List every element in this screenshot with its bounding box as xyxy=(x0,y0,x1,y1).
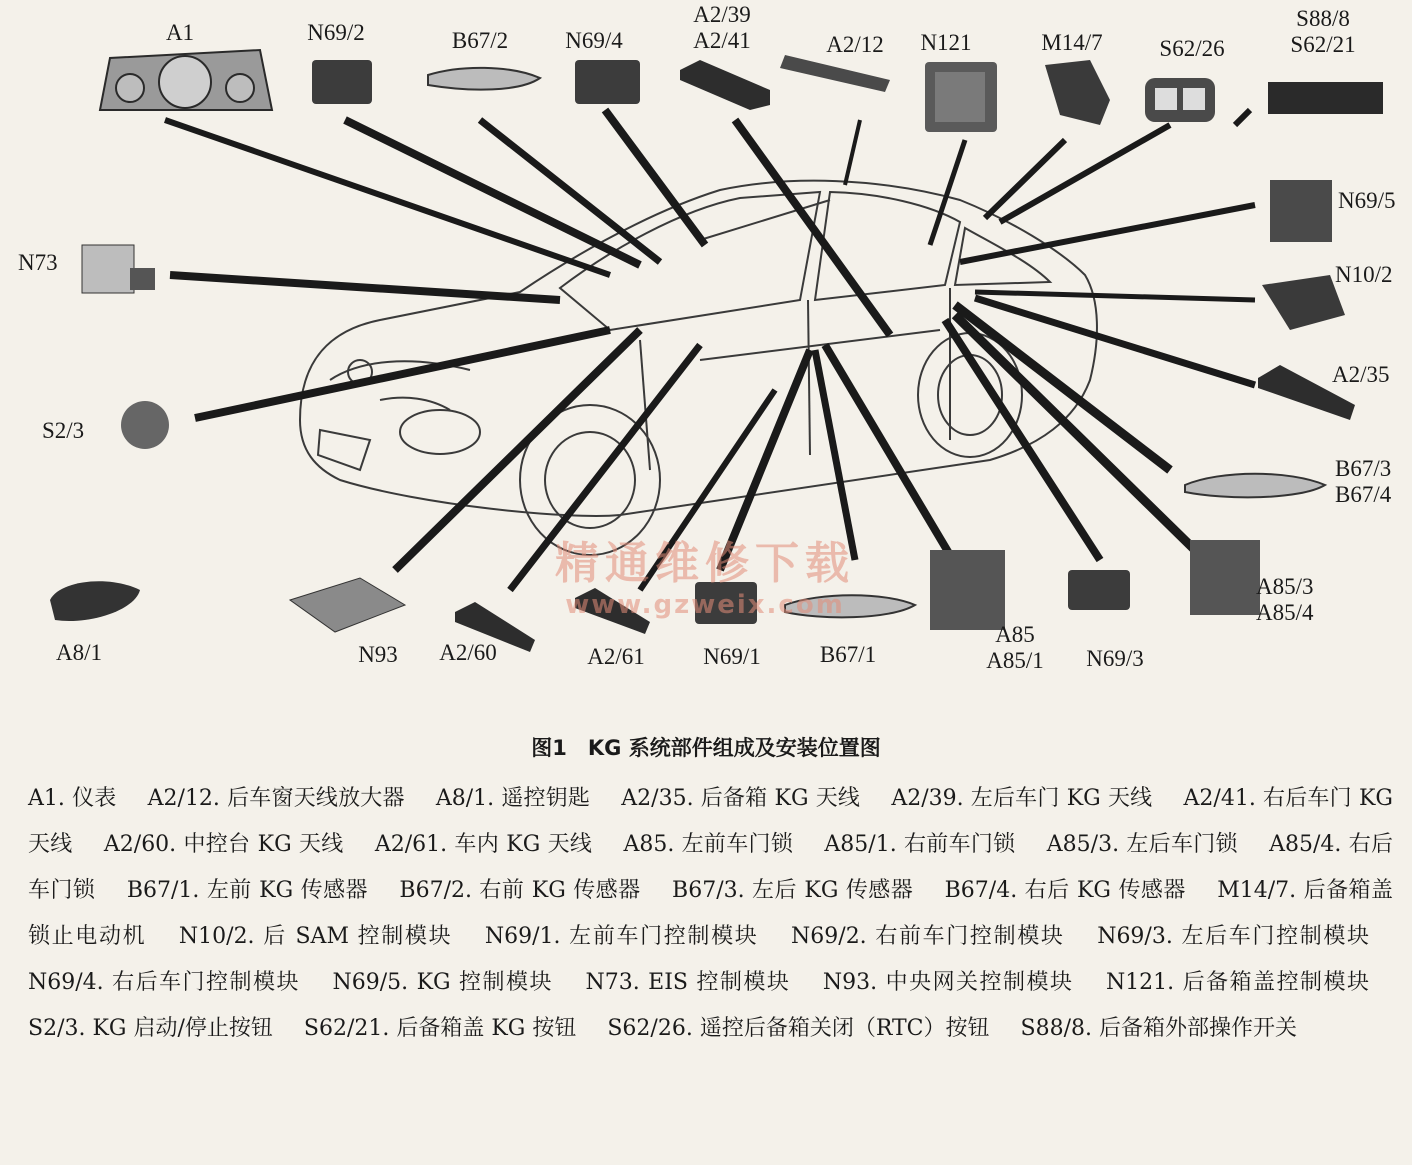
legend-item: A85/1. 右前车门锁 xyxy=(824,832,1016,857)
component-n69-1-module xyxy=(695,582,757,624)
legend-item: A2/35. 后备箱 KG 天线 xyxy=(621,786,861,811)
label-s88-8-s62-21: S88/8 S62/21 xyxy=(1290,6,1356,57)
label-b67-1: B67/1 xyxy=(819,642,877,667)
watermark-text: 精通维修下载 xyxy=(555,538,855,589)
component-n69-5-module xyxy=(1270,180,1332,242)
legend-item: A2/60. 中控台 KG 天线 xyxy=(103,832,344,857)
component-n93-module xyxy=(290,578,405,632)
component-b67-3-handle xyxy=(1185,474,1325,498)
label-s2-3: S2/3 xyxy=(42,418,85,443)
legend-item: N69/1. 左前车门控制模块 xyxy=(484,924,759,949)
legend-item: A2/12. 后车窗天线放大器 xyxy=(147,786,405,811)
legend-item: A8/1. 遥控钥匙 xyxy=(435,786,591,811)
legend-item: N69/3. 左后车门控制模块 xyxy=(1097,924,1370,949)
legend-item: S88/8. 后备箱外部操作开关 xyxy=(1020,1016,1297,1041)
label-n69-2: N69/2 xyxy=(307,20,365,45)
figure-caption: 图1 KG 系统部件组成及安装位置图 xyxy=(531,736,881,760)
leader-lines xyxy=(165,110,1255,590)
component-n69-2-module xyxy=(312,60,372,104)
label-a2-39-a2-41: A2/39 A2/41 xyxy=(693,2,751,53)
label-a2-61: A2/61 xyxy=(587,644,645,669)
component-a85-lock xyxy=(930,550,1005,630)
label-a2-12: A2/12 xyxy=(826,32,884,57)
legend-item: S62/21. 后备箱盖 KG 按钮 xyxy=(303,1016,577,1041)
legend-item: S62/26. 遥控后备箱关闭（RTC）按钮 xyxy=(607,1016,990,1041)
component-a2-39-antenna xyxy=(680,60,770,110)
label-a2-60: A2/60 xyxy=(439,640,497,665)
label-n10-2: N10/2 xyxy=(1335,262,1393,287)
label-n69-3: N69/3 xyxy=(1086,646,1144,671)
legend-item: B67/1. 左前 KG 传感器 xyxy=(126,878,368,903)
legend-item: A85/4. 右后车门锁 xyxy=(28,832,1394,903)
label-a8-1: A8/1 xyxy=(56,640,102,665)
component-n69-4-module xyxy=(575,60,640,104)
legend-item: A2/39. 左后车门 KG 天线 xyxy=(891,786,1153,811)
legend-item: B67/4. 右后 KG 传感器 xyxy=(944,878,1186,903)
label-a85-3-a85-4: A85/3 A85/4 xyxy=(1256,574,1314,625)
watermark-url: www.gzweix.com xyxy=(565,590,845,620)
component-b67-1-handle xyxy=(785,595,915,617)
component-s62-26-button xyxy=(1145,78,1215,122)
component-n121-module xyxy=(925,62,997,132)
legend-item: N69/4. 右后车门控制模块 xyxy=(28,970,300,995)
legend-item: A1. 仪表 xyxy=(28,786,117,811)
label-n69-4: N69/4 xyxy=(565,28,623,53)
legend-item: N10/2. 后 SAM 控制模块 xyxy=(178,924,453,949)
legend-item: N69/2. 右前车门控制模块 xyxy=(791,924,1065,949)
label-n69-1: N69/1 xyxy=(703,644,761,669)
legend-item: N121. 后备箱盖控制模块 xyxy=(1105,970,1370,995)
label-m14-7: M14/7 xyxy=(1041,30,1103,55)
legend-item: M14/7. 后备箱盖锁止电动机 xyxy=(28,878,1393,949)
label-a2-35: A2/35 xyxy=(1332,362,1390,387)
label-n69-5: N69/5 xyxy=(1338,188,1396,213)
label-s62-26: S62/26 xyxy=(1159,36,1225,61)
legend-item: B67/2. 右前 KG 传感器 xyxy=(399,878,641,903)
legend-item: A85/3. 左后车门锁 xyxy=(1046,832,1238,857)
label-a1: A1 xyxy=(165,20,195,45)
legend-item: B67/3. 左后 KG 传感器 xyxy=(672,878,914,903)
label-n121: N121 xyxy=(920,30,972,55)
legend-item: S2/3. KG 启动/停止按钮 xyxy=(28,1016,273,1041)
legend xyxy=(28,776,1393,1052)
legend-item: N73. EIS 控制模块 xyxy=(585,970,791,995)
component-s2-3-button xyxy=(121,401,169,449)
legend-item: A2/61. 车内 KG 天线 xyxy=(374,832,593,857)
component-a85-3-lock xyxy=(1190,540,1260,615)
legend-item: N93. 中央网关控制模块 xyxy=(822,970,1074,995)
label-a85-a85-1: A85 A85/1 xyxy=(986,622,1044,673)
component-a2-12-antenna xyxy=(780,55,890,92)
label-b67-3-b67-4: B67/3 B67/4 xyxy=(1335,456,1392,507)
legend-item: A85. 左前车门锁 xyxy=(623,832,794,857)
component-b67-2-handle xyxy=(428,68,540,90)
component-n69-3-module xyxy=(1068,570,1130,610)
component-n10-2-module xyxy=(1262,275,1345,330)
component-s88-8-switch xyxy=(1268,82,1383,114)
legend-item: N69/5. KG 控制模块 xyxy=(332,970,553,995)
component-n73-ignition xyxy=(82,245,155,293)
label-n73: N73 xyxy=(18,250,58,275)
legend-item: A2/41. 右后车门 KG 天线 xyxy=(28,786,1393,857)
label-n93: N93 xyxy=(358,642,398,667)
component-a1-instrument-cluster xyxy=(100,50,272,110)
label-b67-2: B67/2 xyxy=(451,28,509,53)
component-a8-1-key xyxy=(50,581,140,621)
component-a2-61-antenna xyxy=(575,588,650,634)
component-m14-7-motor xyxy=(1045,60,1110,125)
